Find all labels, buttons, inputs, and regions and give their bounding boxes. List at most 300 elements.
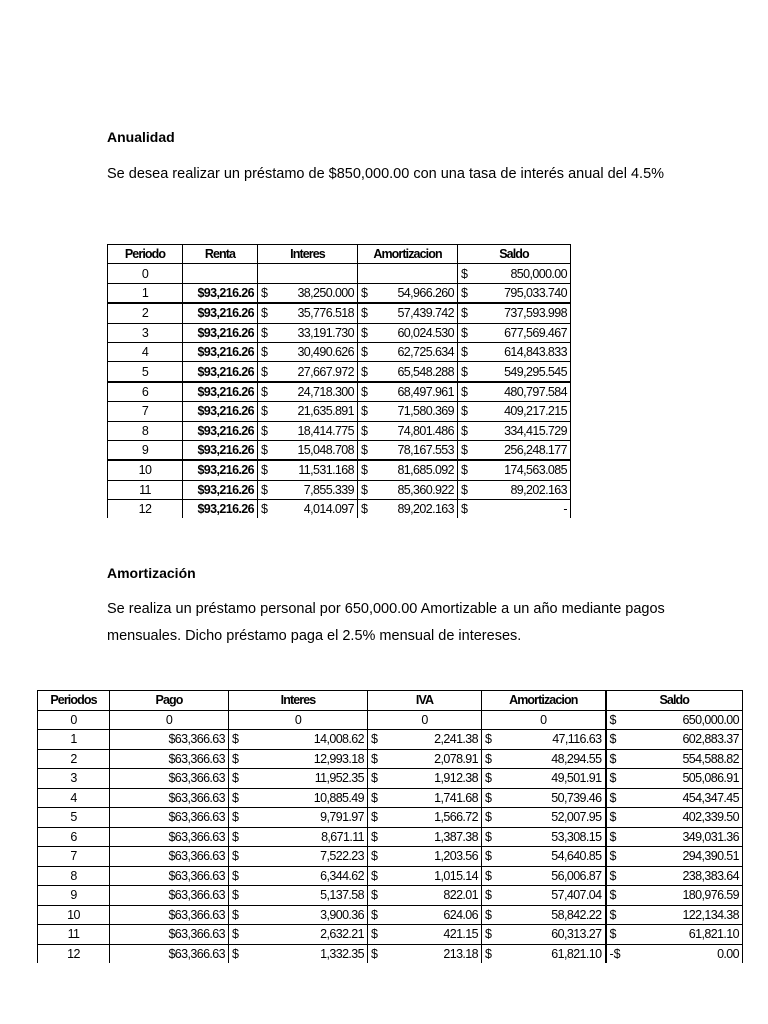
cell-amortizacion-value: 54,966.260 (397, 285, 454, 300)
cell-pago: $63,366.63 (110, 944, 229, 963)
currency-symbol: $ (371, 771, 378, 786)
table-row (38, 866, 743, 886)
currency-symbol: $ (371, 829, 378, 844)
currency-symbol: $ (371, 927, 378, 942)
cell-saldo (458, 303, 571, 323)
currency-symbol: $ (232, 907, 239, 922)
cell-iva (368, 827, 482, 847)
cell-interes-value: 38,250.000 (297, 285, 354, 300)
currency-symbol: $ (232, 946, 239, 961)
cell-saldo (458, 480, 571, 499)
currency-symbol: $ (461, 364, 468, 379)
currency-symbol: $ (361, 325, 368, 340)
cell-amortizacion-value: 68,497.961 (397, 384, 454, 399)
currency-symbol: $ (232, 829, 239, 844)
cell-saldo-value: 650,000.00 (682, 712, 739, 727)
cell-pago: $63,366.63 (110, 847, 229, 867)
cell-amortizacion (482, 808, 606, 828)
cell-iva-value: 1,203.56 (434, 849, 478, 864)
cell-amortizacion (358, 460, 458, 480)
currency-symbol: $ (461, 482, 468, 497)
cell-saldo-value: 349,031.36 (682, 829, 739, 844)
table-row (108, 460, 571, 480)
currency-symbol: $ (261, 423, 268, 438)
cell-renta: $93,216.26 (183, 342, 258, 361)
cell-iva-value: 2,078.91 (434, 751, 478, 766)
cell-amortizacion (482, 886, 606, 906)
cell-interes-value: 33,191.730 (297, 325, 354, 340)
cell-interes-value: 2,632.21 (320, 927, 364, 942)
currency-symbol: $ (461, 285, 468, 300)
cell-amortizacion (358, 264, 458, 283)
cell-pago: 0 (110, 710, 229, 730)
cell-interes (229, 866, 368, 886)
currency-symbol: $ (609, 907, 617, 922)
cell-iva (368, 905, 482, 925)
cell-saldo-value: 795,033.740 (504, 285, 567, 300)
cell-interes (229, 847, 368, 867)
cell-amortizacion-value: 74,801.486 (397, 423, 454, 438)
cell-iva-value: 624.06 (443, 907, 478, 922)
cell-amortizacion-value: 54,640.85 (551, 849, 602, 864)
cell-interes (258, 362, 358, 382)
currency-symbol: $ (485, 829, 492, 844)
cell-amortizacion (358, 382, 458, 402)
cell-saldo-value: 402,339.50 (682, 810, 739, 825)
currency-symbol: $ (361, 423, 368, 438)
cell-interes (229, 944, 368, 963)
currency-symbol: $ (485, 927, 492, 942)
table-row (108, 500, 571, 519)
currency-symbol: $ (609, 732, 617, 747)
cell-amortizacion-value: 53,308.15 (551, 829, 602, 844)
cell-pago: $63,366.63 (110, 886, 229, 906)
cell-interes-value: 24,718.300 (297, 384, 354, 399)
cell-renta: $93,216.26 (183, 283, 258, 303)
cell-amortizacion (358, 402, 458, 421)
table-row (108, 323, 571, 342)
cell-iva (368, 925, 482, 945)
cell-pago: $63,366.63 (110, 905, 229, 925)
cell-saldo (458, 283, 571, 303)
cell-saldo (458, 402, 571, 421)
currency-symbol: $ (371, 732, 378, 747)
currency-symbol: $ (232, 849, 239, 864)
cell-periodo: 10 (108, 460, 183, 480)
amortizacion-heading: Amortización (107, 565, 196, 581)
table-row (38, 827, 743, 847)
cell-iva (368, 788, 482, 808)
cell-saldo (606, 886, 743, 906)
cell-periodo: 9 (108, 440, 183, 460)
table-row (108, 342, 571, 361)
cell-interes (229, 905, 368, 925)
cell-saldo-value: 850,000.00 (510, 266, 567, 281)
cell-interes (258, 303, 358, 323)
cell-renta: $93,216.26 (183, 323, 258, 342)
cell-saldo (606, 827, 743, 847)
currency-symbol: $ (461, 404, 468, 419)
cell-amortizacion (482, 730, 606, 750)
cell-interes (229, 925, 368, 945)
cell-amortizacion-value: 60,024.530 (397, 325, 454, 340)
currency-symbol: $ (232, 732, 239, 747)
cell-amortizacion (358, 480, 458, 499)
currency-symbol: $ (461, 345, 468, 360)
cell-iva-value: 2,241.38 (434, 732, 478, 747)
cell-interes (258, 500, 358, 519)
cell-pago: $63,366.63 (110, 730, 229, 750)
cell-periodo: 1 (108, 283, 183, 303)
table-row (38, 749, 743, 769)
currency-symbol: $ (232, 751, 239, 766)
cell-interes-value: 11,531.168 (298, 463, 354, 478)
header-periodos: Periodos (38, 691, 110, 711)
amortizacion-paragraph: Se realiza un préstamo personal por 650,000.00 Amortizable a un año mediante pagos mensuales. Dicho préstamo paga el 2.5% mensual de intereses. (107, 601, 665, 644)
cell-saldo-value: 454,347.45 (682, 790, 739, 805)
table-row (108, 382, 571, 402)
currency-symbol: $ (485, 751, 492, 766)
currency-symbol: $ (232, 888, 239, 903)
cell-iva (368, 847, 482, 867)
currency-symbol: $ (361, 502, 368, 517)
currency-symbol: $ (485, 888, 492, 903)
cell-interes-value: 5,137.58 (320, 888, 364, 903)
cell-iva: 0 (368, 710, 482, 730)
cell-saldo-value: 334,415.729 (504, 423, 567, 438)
cell-iva (368, 730, 482, 750)
cell-amortizacion (358, 342, 458, 361)
cell-amortizacion (482, 769, 606, 789)
cell-saldo-value: - (563, 502, 567, 517)
table-row (108, 303, 571, 323)
cell-amortizacion (482, 788, 606, 808)
cell-periodo: 8 (38, 866, 110, 886)
cell-periodo: 9 (38, 886, 110, 906)
cell-amortizacion (358, 323, 458, 342)
currency-symbol: $ (609, 790, 617, 805)
cell-interes-value: 4,014.097 (303, 502, 354, 517)
cell-saldo-value: 256,248.177 (504, 443, 567, 458)
cell-saldo-value: 180,976.59 (682, 888, 739, 903)
cell-interes (258, 460, 358, 480)
currency-symbol: $ (461, 502, 468, 517)
cell-amortizacion-value: 48,294.55 (551, 751, 602, 766)
cell-amortizacion-value: 58,842.22 (551, 907, 602, 922)
cell-iva (368, 808, 482, 828)
currency-symbol: $ (361, 285, 368, 300)
currency-symbol: $ (261, 482, 268, 497)
cell-iva-value: 213.18 (443, 946, 478, 961)
currency-symbol: $ (261, 306, 268, 321)
table-row (38, 808, 743, 828)
currency-symbol: $ (261, 364, 268, 379)
cell-amortizacion-value: 62,725.634 (397, 345, 454, 360)
cell-iva (368, 886, 482, 906)
anualidad-table (107, 244, 571, 518)
cell-interes-value: 10,885.49 (313, 790, 364, 805)
cell-periodo: 7 (108, 402, 183, 421)
cell-saldo (458, 264, 571, 283)
cell-periodo: 5 (38, 808, 110, 828)
cell-periodo: 11 (38, 925, 110, 945)
cell-amortizacion: 0 (482, 710, 606, 730)
currency-symbol: $ (461, 306, 468, 321)
cell-renta (183, 264, 258, 283)
cell-interes (229, 808, 368, 828)
cell-saldo (606, 808, 743, 828)
cell-interes (229, 769, 368, 789)
cell-interes-value: 30,490.626 (297, 345, 354, 360)
cell-periodo: 6 (108, 382, 183, 402)
currency-symbol: $ (371, 868, 378, 883)
cell-saldo (606, 847, 743, 867)
cell-periodo: 3 (38, 769, 110, 789)
currency-symbol: $ (361, 463, 368, 478)
cell-interes-value: 21,635.891 (297, 404, 354, 419)
cell-amortizacion-value: 81,685.092 (397, 463, 454, 478)
cell-periodo: 8 (108, 421, 183, 440)
currency-symbol: $ (361, 345, 368, 360)
anualidad-table-body (108, 264, 571, 519)
header-renta: Renta (183, 245, 258, 264)
currency-symbol: $ (609, 927, 617, 942)
header-saldo: Saldo (606, 691, 743, 711)
cell-pago: $63,366.63 (110, 769, 229, 789)
cell-pago: $63,366.63 (110, 925, 229, 945)
currency-symbol: $ (609, 810, 617, 825)
currency-symbol: $ (261, 502, 268, 517)
cell-renta: $93,216.26 (183, 362, 258, 382)
currency-symbol: $ (609, 751, 617, 766)
cell-saldo-value: 0.00 (717, 946, 739, 961)
cell-amortizacion (358, 303, 458, 323)
cell-amortizacion-value: 57,439.742 (397, 306, 454, 321)
currency-symbol: $ (232, 810, 239, 825)
cell-saldo (606, 710, 743, 730)
cell-interes (258, 480, 358, 499)
currency-symbol: $ (609, 868, 617, 883)
cell-saldo-value: 737,593.998 (504, 306, 567, 321)
cell-iva-value: 1,387.38 (434, 829, 478, 844)
currency-symbol: $ (361, 482, 368, 497)
table-row (108, 421, 571, 440)
cell-saldo (606, 944, 743, 963)
currency-symbol: $ (609, 771, 617, 786)
cell-amortizacion-value: 57,407.04 (551, 888, 602, 903)
cell-interes (229, 827, 368, 847)
currency-symbol: $ (371, 849, 378, 864)
cell-saldo-value: 614,843.833 (504, 345, 567, 360)
cell-renta: $93,216.26 (183, 500, 258, 519)
cell-amortizacion (358, 421, 458, 440)
table-row (38, 944, 743, 963)
cell-periodo: 6 (38, 827, 110, 847)
cell-iva-value: 421.15 (443, 927, 478, 942)
cell-saldo-value: 480,797.584 (504, 384, 567, 399)
table-header-row (108, 245, 571, 264)
header-saldo: Saldo (458, 245, 571, 264)
header-amortizacion: Amortizacion (482, 691, 606, 711)
currency-symbol: $ (261, 443, 268, 458)
currency-symbol: $ (461, 423, 468, 438)
currency-symbol: $ (371, 751, 378, 766)
currency-symbol: $ (361, 306, 368, 321)
cell-periodo: 2 (38, 749, 110, 769)
cell-interes-value: 27,667.972 (297, 364, 354, 379)
cell-amortizacion-value: 52,007.95 (551, 810, 602, 825)
cell-amortizacion (482, 847, 606, 867)
currency-symbol: $ (232, 868, 239, 883)
cell-periodo: 1 (38, 730, 110, 750)
cell-amortizacion-value: 71,580.369 (397, 404, 454, 419)
table-header-row (38, 691, 743, 711)
cell-interes (258, 264, 358, 283)
cell-amortizacion (482, 905, 606, 925)
cell-pago: $63,366.63 (110, 808, 229, 828)
cell-renta: $93,216.26 (183, 402, 258, 421)
currency-symbol: $ (609, 888, 617, 903)
cell-interes-value: 11,952.35 (314, 771, 364, 786)
currency-symbol: $ (261, 285, 268, 300)
cell-renta: $93,216.26 (183, 480, 258, 499)
currency-symbol: $ (461, 463, 468, 478)
currency-symbol: $ (232, 790, 239, 805)
currency-symbol: $ (361, 384, 368, 399)
cell-saldo-value: 89,202.163 (510, 482, 567, 497)
cell-iva (368, 866, 482, 886)
currency-symbol: $ (609, 849, 617, 864)
currency-symbol: $ (461, 443, 468, 458)
cell-amortizacion-value: 61,821.10 (551, 946, 602, 961)
currency-symbol: $ (461, 384, 468, 399)
currency-symbol: $ (609, 712, 617, 727)
cell-iva (368, 769, 482, 789)
header-iva: IVA (368, 691, 482, 711)
cell-saldo (606, 730, 743, 750)
currency-symbol: -$ (609, 946, 621, 961)
cell-saldo-value: 554,588.82 (682, 751, 739, 766)
currency-symbol: $ (485, 868, 492, 883)
cell-amortizacion-value: 89,202.163 (397, 502, 454, 517)
cell-amortizacion-value: 65,548.288 (397, 364, 454, 379)
cell-interes-value: 15,048.708 (297, 443, 354, 458)
cell-periodo: 4 (108, 342, 183, 361)
cell-interes (258, 342, 358, 361)
cell-saldo-value: 238,383.64 (682, 868, 739, 883)
currency-symbol: $ (371, 790, 378, 805)
cell-pago: $63,366.63 (110, 749, 229, 769)
cell-periodo: 11 (108, 480, 183, 499)
cell-saldo (606, 788, 743, 808)
table-row (38, 788, 743, 808)
cell-saldo (458, 362, 571, 382)
currency-symbol: $ (485, 771, 492, 786)
currency-symbol: $ (361, 364, 368, 379)
currency-symbol: $ (261, 463, 268, 478)
cell-periodo: 10 (38, 905, 110, 925)
cell-saldo-value: 294,390.51 (682, 849, 739, 864)
table-row (108, 480, 571, 499)
header-interes: Interes (258, 245, 358, 264)
cell-interes-value: 18,414.775 (297, 423, 354, 438)
table-row (38, 769, 743, 789)
table-row (38, 730, 743, 750)
currency-symbol: $ (371, 946, 378, 961)
cell-amortizacion (482, 866, 606, 886)
cell-saldo (458, 421, 571, 440)
anualidad-heading: Anualidad (107, 129, 175, 145)
cell-saldo (458, 500, 571, 519)
cell-periodo: 3 (108, 323, 183, 342)
cell-saldo-value: 122,134.38 (682, 907, 739, 922)
cell-iva (368, 749, 482, 769)
cell-interes (229, 788, 368, 808)
cell-renta: $93,216.26 (183, 421, 258, 440)
table-row (38, 925, 743, 945)
cell-pago: $63,366.63 (110, 827, 229, 847)
cell-amortizacion (482, 827, 606, 847)
cell-interes-value: 7,522.23 (320, 849, 364, 864)
currency-symbol: $ (485, 732, 492, 747)
cell-saldo (458, 460, 571, 480)
cell-amortizacion-value: 49,501.91 (551, 771, 602, 786)
cell-amortizacion (358, 440, 458, 460)
currency-symbol: $ (261, 325, 268, 340)
cell-amortizacion (358, 283, 458, 303)
cell-interes: 0 (229, 710, 368, 730)
cell-iva-value: 1,015.14 (434, 868, 478, 883)
cell-saldo (458, 382, 571, 402)
cell-interes (258, 421, 358, 440)
currency-symbol: $ (461, 325, 468, 340)
cell-amortizacion-value: 78,167.553 (397, 443, 454, 458)
currency-symbol: $ (261, 345, 268, 360)
cell-interes-value: 7,855.339 (303, 482, 354, 497)
cell-amortizacion (482, 925, 606, 945)
cell-iva-value: 1,741.68 (434, 790, 478, 805)
cell-interes-value: 9,791.97 (320, 810, 364, 825)
currency-symbol: $ (371, 810, 378, 825)
currency-symbol: $ (361, 404, 368, 419)
currency-symbol: $ (371, 907, 378, 922)
cell-interes (258, 382, 358, 402)
cell-amortizacion (358, 500, 458, 519)
cell-pago: $63,366.63 (110, 866, 229, 886)
currency-symbol: $ (371, 888, 378, 903)
currency-symbol: $ (485, 907, 492, 922)
header-periodo: Periodo (108, 245, 183, 264)
table-row (38, 847, 743, 867)
cell-interes-value: 3,900.36 (320, 907, 364, 922)
cell-periodo: 4 (38, 788, 110, 808)
header-interes: Interes (229, 691, 368, 711)
table-row (108, 283, 571, 303)
cell-saldo (606, 769, 743, 789)
anualidad-paragraph: Se desea realizar un préstamo de $850,000.00 con una tasa de interés anual del 4.5% (107, 166, 665, 182)
cell-saldo-value: 602,883.37 (682, 732, 739, 747)
cell-interes-value: 1,332.35 (320, 946, 364, 961)
table-row (108, 362, 571, 382)
cell-saldo (606, 925, 743, 945)
currency-symbol: $ (485, 810, 492, 825)
cell-amortizacion (482, 749, 606, 769)
table-row (38, 710, 743, 730)
currency-symbol: $ (232, 927, 239, 942)
cell-interes-value: 8,671.11 (321, 829, 364, 844)
cell-saldo (606, 866, 743, 886)
currency-symbol: $ (485, 946, 492, 961)
